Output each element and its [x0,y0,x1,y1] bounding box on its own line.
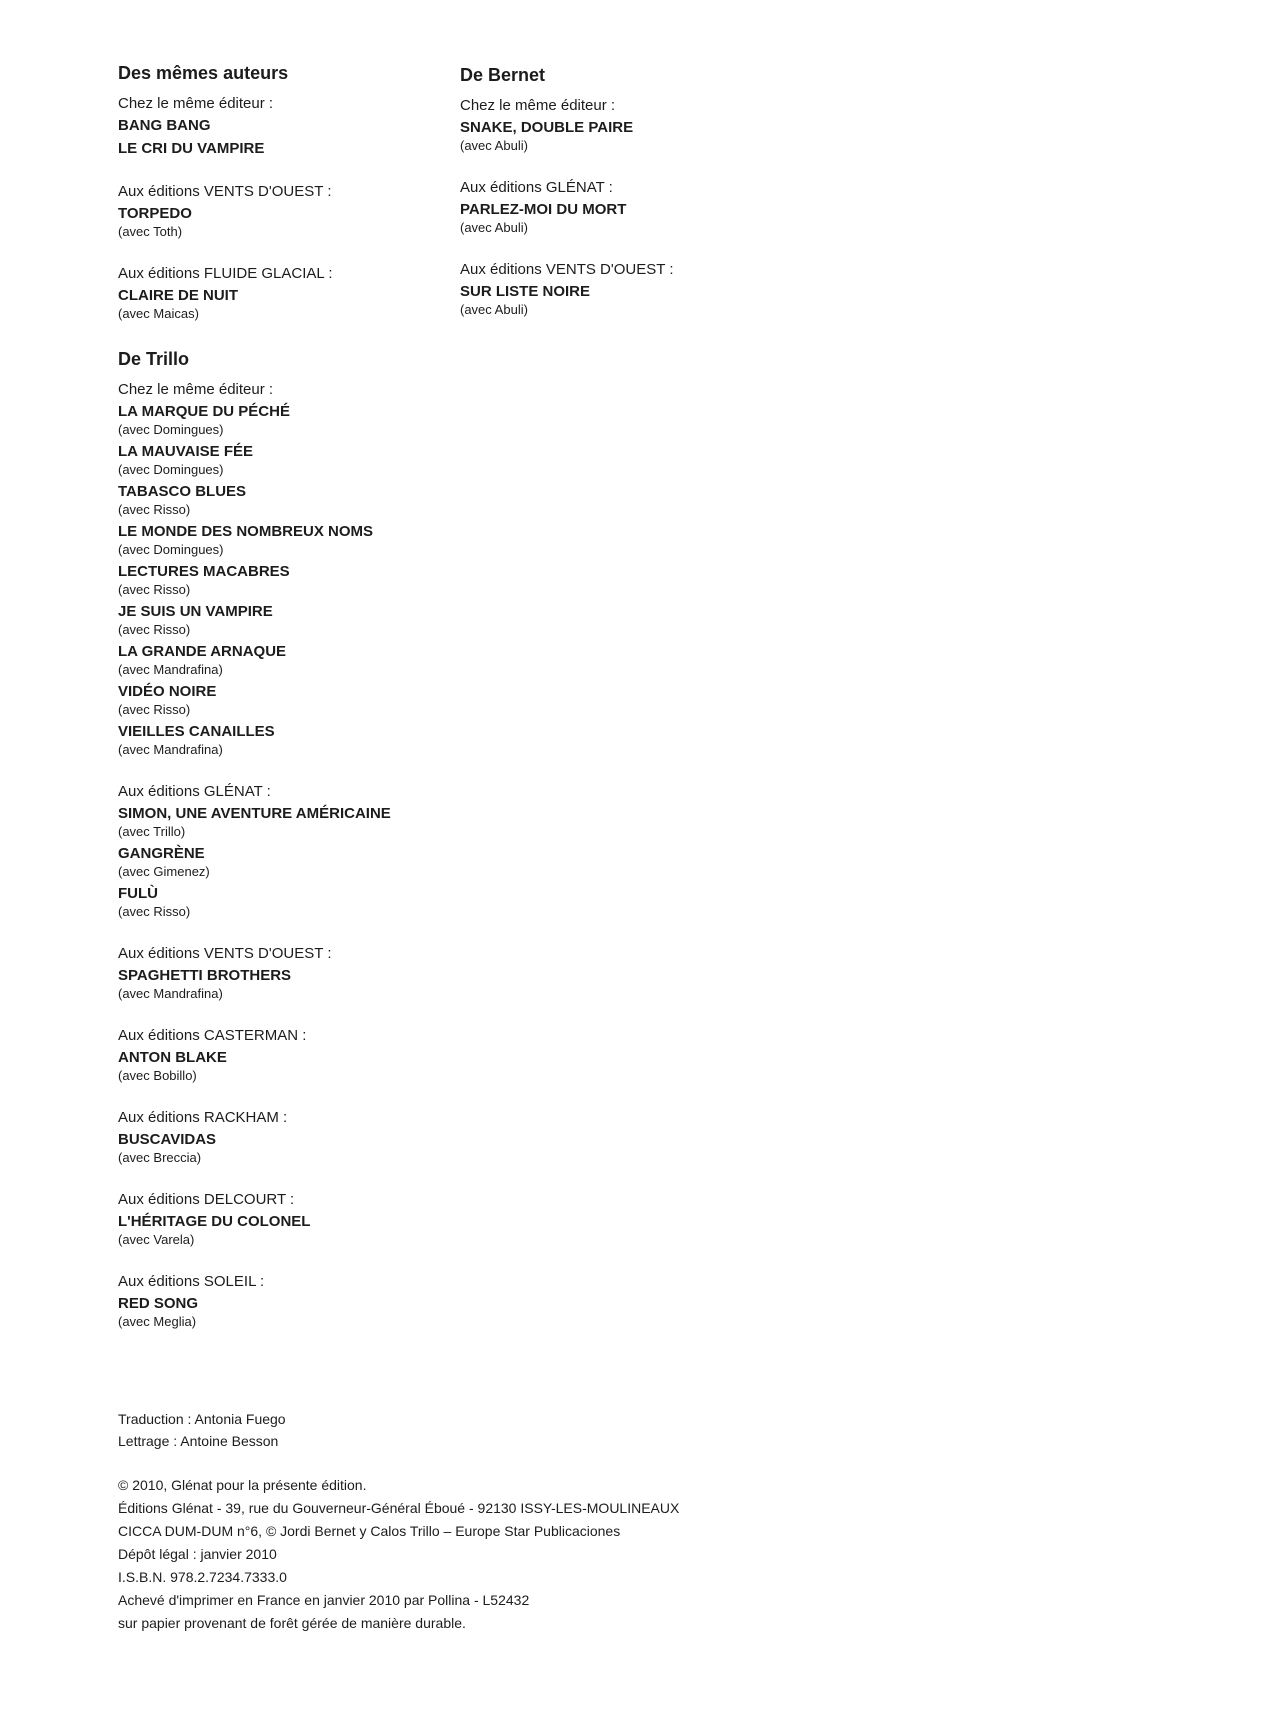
book-entry [118,722,518,758]
legal-deposit: Dépôt légal : janvier 2010 [118,1546,277,1562]
book-title: SNAKE, DOUBLE PAIRE [460,119,634,136]
publisher-group [118,180,518,240]
section-heading-bernet: De Bernet [460,65,546,85]
book-collaborator: (avec Trillo) [118,824,186,839]
section-authors [118,58,518,322]
book-collaborator: (avec Mandrafina) [118,662,223,677]
publisher-group [118,942,518,1002]
book-collaborator: (avec Risso) [118,622,191,637]
right-column [460,60,840,340]
book-title: BUSCAVIDAS [118,1131,217,1148]
book-collaborator: (avec Bobillo) [118,1068,197,1083]
book-title: BANG BANG [118,117,211,134]
book-title: CLAIRE DE NUIT [118,287,238,304]
book-entry [118,1130,518,1166]
book-entry [118,602,518,638]
book-title: LECTURES MACABRES [118,563,290,580]
book-title: SUR LISTE NOIRE [460,283,591,300]
book-collaborator: (avec Abuli) [460,138,528,153]
book-title: LA GRANDE ARNAQUE [118,643,287,660]
publisher-label: Chez le même éditeur : [118,95,274,112]
book-collaborator: (avec Gimenez) [118,864,210,879]
book-collaborator: (avec Maicas) [118,306,199,321]
book-entry [118,204,518,240]
publisher-label: Aux éditions FLUIDE GLACIAL : [118,265,333,282]
book-collaborator: (avec Meglia) [118,1314,197,1329]
book-title: TABASCO BLUES [118,483,247,500]
book-entry [118,1294,518,1330]
publisher-label: Aux éditions VENTS D'OUEST : [460,261,674,278]
publisher-label: Aux éditions GLÉNAT : [118,783,271,800]
book-title: VIEILLES CANAILLES [118,723,275,740]
translation-credit: Traduction : Antonia Fuego [118,1411,286,1427]
book-collaborator: (avec Risso) [118,904,191,919]
book-collaborator: (avec Mandrafina) [118,986,223,1001]
publisher-group [460,94,840,154]
book-collaborator: (avec Risso) [118,582,191,597]
publisher-address: Éditions Glénat - 39, rue du Gouverneur-Général Éboué - 92130 ISSY-LES-MOULINEAUX [118,1500,680,1516]
publisher-group [118,780,518,920]
lettering-credit: Lettrage : Antoine Besson [118,1433,279,1449]
book-entry [118,1212,518,1248]
book-title: SPAGHETTI BROTHERS [118,967,292,984]
book-collaborator: (avec Varela) [118,1232,195,1247]
book-collaborator: (avec Domingues) [118,422,224,437]
publisher-label: Aux éditions VENTS D'OUEST : [118,183,332,200]
book-title: GANGRÈNE [118,845,205,862]
book-entry [118,139,518,158]
publisher-label: Chez le même éditeur : [460,97,616,114]
book-entry [118,642,518,678]
book-entry [118,402,518,438]
book-collaborator: (avec Toth) [118,224,183,239]
publisher-group [460,258,840,318]
publisher-group [118,262,518,322]
original-copyright: CICCA DUM-DUM n°6, © Jordi Bernet y Calos Trillo – Europe Star Publicaciones [118,1523,621,1539]
book-title: ANTON BLAKE [118,1049,227,1066]
copyright-line: © 2010, Glénat pour la présente édition. [118,1477,367,1493]
book-title: RED SONG [118,1295,199,1312]
book-collaborator: (avec Breccia) [118,1150,202,1165]
book-entry [118,116,518,135]
publisher-group [118,1188,518,1248]
book-entry [118,884,518,920]
book-title: SIMON, UNE AVENTURE AMÉRICAINE [118,805,391,822]
section-heading-authors: Des mêmes auteurs [118,63,289,83]
section-heading-trillo: De Trillo [118,349,190,369]
book-collaborator: (avec Abuli) [460,302,528,317]
publisher-label: Aux éditions SOLEIL : [118,1273,265,1290]
book-entry [118,1048,518,1084]
book-collaborator: (avec Domingues) [118,542,224,557]
book-entry [118,442,518,478]
book-title: L'HÉRITAGE DU COLONEL [118,1213,311,1230]
book-title: FULÙ [118,885,158,902]
book-entry [118,966,518,1002]
book-collaborator: (avec Risso) [118,702,191,717]
publisher-group [118,1024,518,1084]
publisher-group [118,1270,518,1330]
book-entry [460,282,840,318]
legal-notice [118,1474,818,1635]
book-collaborator: (avec Domingues) [118,462,224,477]
book-title: PARLEZ-MOI DU MORT [460,201,627,218]
book-title: TORPEDO [118,205,192,222]
book-entry [118,522,518,558]
publisher-label: Chez le même éditeur : [118,381,274,398]
printing-notice: Achevé d'imprimer en France en janvier 2010 par Pollina - L52432 [118,1592,530,1608]
book-title: JE SUIS UN VAMPIRE [118,603,273,620]
publisher-label: Aux éditions CASTERMAN : [118,1027,307,1044]
book-title: VIDÉO NOIRE [118,683,217,700]
book-title: LA MAUVAISE FÉE [118,443,254,460]
book-entry [460,200,840,236]
publisher-label: Aux éditions VENTS D'OUEST : [118,945,332,962]
publisher-group [118,378,518,758]
section-bernet [460,60,840,318]
publisher-group [460,176,840,236]
section-trillo [118,344,518,1330]
book-entry [118,562,518,598]
publisher-group [118,1106,518,1166]
book-entry [118,482,518,518]
paper-notice: sur papier provenant de forêt gérée de manière durable. [118,1615,466,1631]
book-collaborator: (avec Abuli) [460,220,528,235]
book-entry [460,118,840,154]
publisher-group [118,92,518,158]
book-entry [118,286,518,322]
book-title: LA MARQUE DU PÉCHÉ [118,403,290,420]
book-entry [118,844,518,880]
credits [118,1408,818,1452]
publisher-label: Aux éditions GLÉNAT : [460,179,613,196]
book-entry [118,682,518,718]
publisher-label: Aux éditions DELCOURT : [118,1191,295,1208]
book-title: LE MONDE DES NOMBREUX NOMS [118,523,374,540]
book-title: LE CRI DU VAMPIRE [118,140,265,157]
publisher-label: Aux éditions RACKHAM : [118,1109,288,1126]
isbn: I.S.B.N. 978.2.7234.7333.0 [118,1569,287,1585]
book-collaborator: (avec Risso) [118,502,191,517]
left-column [118,58,518,1352]
book-entry [118,804,518,840]
book-collaborator: (avec Mandrafina) [118,742,223,757]
